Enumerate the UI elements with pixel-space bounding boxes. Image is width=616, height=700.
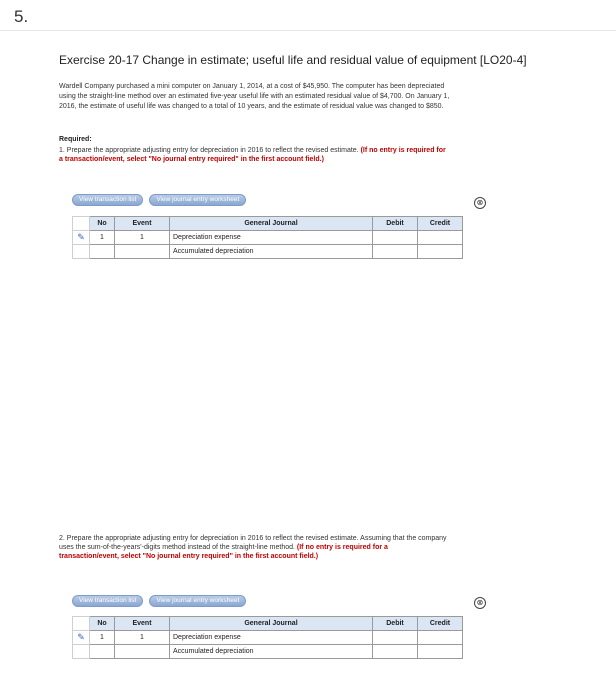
required-heading: Required: bbox=[59, 136, 92, 143]
credit-field[interactable] bbox=[418, 631, 463, 645]
close-icon[interactable]: ⊗ bbox=[474, 197, 486, 209]
table-row bbox=[73, 245, 463, 259]
requirement-2-text: 2. Prepare the appropriate adjusting entry for depreciation in 2016 to reflect the revised estimate. Assuming that the company uses the sum-of-the-years'-digits method instead of the straight-line method. bbox=[59, 535, 447, 551]
account-field[interactable]: Depreciation expense bbox=[170, 631, 373, 645]
account-field[interactable]: Accumulated depreciation bbox=[170, 245, 373, 259]
view-transaction-list-button[interactable]: View transaction list bbox=[72, 194, 143, 206]
header-spacer bbox=[73, 217, 90, 231]
debit-field[interactable] bbox=[373, 631, 418, 645]
header-credit: Credit bbox=[418, 617, 463, 631]
debit-field[interactable] bbox=[373, 645, 418, 659]
requirement-1 bbox=[59, 146, 449, 164]
account-field[interactable]: Depreciation expense bbox=[170, 231, 373, 245]
credit-field[interactable] bbox=[418, 231, 463, 245]
row-event bbox=[115, 245, 170, 259]
row-no: 1 bbox=[90, 231, 115, 245]
row-event: 1 bbox=[115, 631, 170, 645]
header-event: Event bbox=[115, 217, 170, 231]
divider bbox=[0, 30, 616, 31]
header-general-journal: General Journal bbox=[170, 617, 373, 631]
table-row bbox=[73, 645, 463, 659]
credit-field[interactable] bbox=[418, 645, 463, 659]
table-row bbox=[73, 631, 463, 645]
row-spacer bbox=[73, 645, 90, 659]
header-spacer bbox=[73, 617, 90, 631]
header-debit: Debit bbox=[373, 617, 418, 631]
row-no: 1 bbox=[90, 631, 115, 645]
edit-pencil-icon[interactable]: ✎ bbox=[73, 231, 90, 245]
table-header-row bbox=[73, 617, 463, 631]
journal-table-1 bbox=[72, 216, 463, 259]
tab-bar-1 bbox=[72, 194, 246, 206]
close-icon[interactable]: ⊗ bbox=[474, 597, 486, 609]
credit-field[interactable] bbox=[418, 245, 463, 259]
journal-table-2 bbox=[72, 616, 463, 659]
requirement-2 bbox=[59, 534, 449, 561]
debit-field[interactable] bbox=[373, 245, 418, 259]
header-no: No bbox=[90, 617, 115, 631]
row-spacer bbox=[73, 245, 90, 259]
tab-bar-2 bbox=[72, 595, 246, 607]
view-journal-entry-worksheet-button[interactable]: View journal entry worksheet bbox=[149, 194, 246, 206]
exercise-title: Exercise 20-17 Change in estimate; useful life and residual value of equipment [LO20-4] bbox=[59, 53, 527, 67]
exercise-intro: Wardell Company purchased a mini computer on January 1, 2014, at a cost of $45,950. The computer has been depreciated using the straight-line method over an estimated five-year useful life with an estimated residual value of $4,700. On January 1, 2016, the estimate of useful life was changed to a total of 10 years, and the estimate of residual value was changed to $850. bbox=[59, 83, 450, 110]
requirement-1-note: (If no entry is required for a transaction/event, select "No journal entry required" in the first account field.) bbox=[59, 147, 446, 163]
header-event: Event bbox=[115, 617, 170, 631]
row-no bbox=[90, 645, 115, 659]
row-event bbox=[115, 645, 170, 659]
header-general-journal: General Journal bbox=[170, 217, 373, 231]
table-header-row bbox=[73, 217, 463, 231]
header-no: No bbox=[90, 217, 115, 231]
row-no bbox=[90, 245, 115, 259]
header-debit: Debit bbox=[373, 217, 418, 231]
requirement-1-text: 1. Prepare the appropriate adjusting entry for depreciation in 2016 to reflect the revised estimate. bbox=[59, 147, 359, 154]
debit-field[interactable] bbox=[373, 231, 418, 245]
table-row bbox=[73, 231, 463, 245]
question-number: 5. bbox=[14, 7, 29, 26]
row-event: 1 bbox=[115, 231, 170, 245]
view-journal-entry-worksheet-button[interactable]: View journal entry worksheet bbox=[149, 595, 246, 607]
account-field[interactable]: Accumulated depreciation bbox=[170, 645, 373, 659]
view-transaction-list-button[interactable]: View transaction list bbox=[72, 595, 143, 607]
requirement-2-note: (If no entry is required for a transaction/event, select "No journal entry required" in the first account field.) bbox=[59, 544, 388, 560]
header-credit: Credit bbox=[418, 217, 463, 231]
edit-pencil-icon[interactable]: ✎ bbox=[73, 631, 90, 645]
